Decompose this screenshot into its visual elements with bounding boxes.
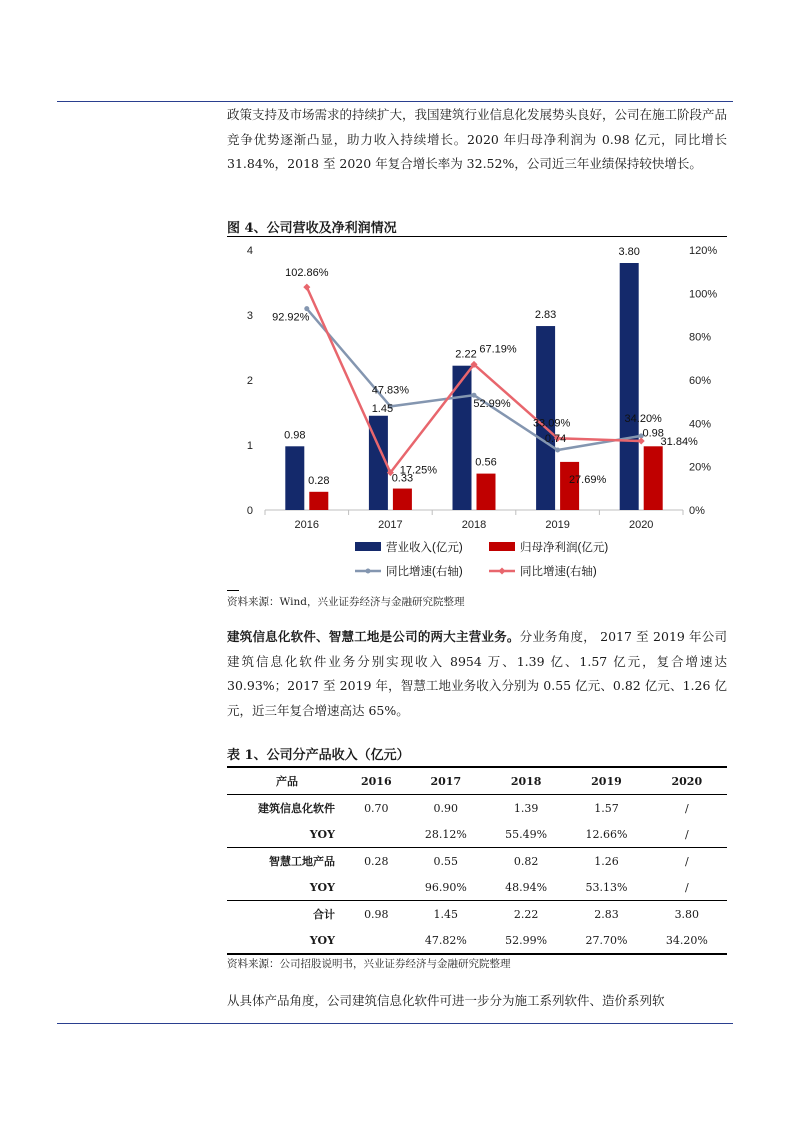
data-label: 34.20% bbox=[624, 412, 662, 425]
table-cell-label: YOY bbox=[309, 827, 335, 841]
table-header-row bbox=[227, 767, 727, 795]
table-cell: 0.70 bbox=[364, 801, 389, 815]
table-cell: 28.12% bbox=[424, 827, 467, 841]
table-cell-label: 合计 bbox=[227, 901, 347, 928]
legend-marker bbox=[498, 567, 505, 574]
data-label: 47.83% bbox=[371, 384, 410, 397]
data-label: 33.09% bbox=[532, 417, 571, 430]
data-label: 1.45 bbox=[371, 402, 394, 415]
table-header-cell: 2017 bbox=[406, 767, 486, 795]
table-cell bbox=[347, 821, 406, 848]
table-cell: 12.66% bbox=[585, 827, 628, 841]
table-cell: / bbox=[647, 848, 727, 875]
x-tick-label: 2017 bbox=[378, 519, 403, 531]
figure-source-rule bbox=[227, 590, 239, 591]
table-header-cell: 2016 bbox=[347, 767, 406, 795]
data-label: 2.83 bbox=[534, 309, 557, 322]
right-y-tick-label: 80% bbox=[689, 331, 712, 344]
data-label: 0.33 bbox=[391, 472, 414, 485]
line-marker bbox=[304, 306, 309, 311]
table-row bbox=[227, 901, 727, 928]
business-paragraph-body: 分业务角度， 2017 至 2019 年公司建筑信息化软件业务分别实现收入 8954 万、1.39 亿、1.57 亿元，复合增速达 30.93%；2017 至 2019 年，智慧工地业务收入分别为 0.55 亿元、0.82 亿元、1.26 亿元，近三年复合增速高达 65%。 bbox=[227, 629, 727, 718]
table-cell: 3.80 bbox=[647, 901, 727, 928]
table-cell: 0.82 bbox=[486, 848, 566, 875]
left-y-tick-label: 0 bbox=[246, 505, 253, 517]
business-paragraph bbox=[227, 625, 727, 723]
table-cell: 27.70% bbox=[566, 927, 646, 954]
right-y-tick-label: 40% bbox=[689, 418, 712, 431]
table-header-cell: 2019 bbox=[566, 767, 646, 795]
table-row bbox=[227, 874, 727, 901]
footer-rule bbox=[57, 1023, 733, 1024]
data-label: 67.19% bbox=[479, 343, 517, 356]
data-label: 0.56 bbox=[475, 456, 497, 469]
legend-swatch bbox=[355, 542, 381, 551]
bar bbox=[477, 474, 496, 510]
x-tick-label: 2020 bbox=[628, 519, 654, 531]
table-cell: 1.57 bbox=[594, 801, 619, 815]
data-label: 17.25% bbox=[399, 464, 438, 477]
table-cell: 1.39 bbox=[513, 801, 539, 815]
business-paragraph-lead: 建筑信息化软件、智慧工地是公司的两大主营业务。 bbox=[227, 629, 520, 644]
table-cell-label: YOY bbox=[309, 880, 335, 894]
table-cell: 0.28 bbox=[347, 848, 406, 875]
right-y-tick-label: 0% bbox=[689, 505, 705, 517]
bar bbox=[393, 489, 412, 510]
legend-label: 同比增速(右轴) bbox=[520, 566, 597, 578]
x-tick-label: 2019 bbox=[545, 519, 570, 531]
table-header-cell: 产品 bbox=[227, 767, 347, 795]
x-tick-label: 2018 bbox=[461, 519, 487, 531]
table-cell: 2.22 bbox=[486, 901, 566, 928]
series-line bbox=[307, 309, 641, 450]
table-cell-label: 建筑信息化软件 bbox=[258, 802, 335, 815]
data-label: 31.84% bbox=[660, 436, 698, 449]
table-cell: 52.99% bbox=[486, 927, 566, 954]
data-label: 0.74 bbox=[544, 432, 567, 445]
legend-marker bbox=[366, 569, 371, 574]
table-cell: 48.94% bbox=[505, 880, 548, 894]
left-y-tick-label: 1 bbox=[246, 440, 253, 452]
table-cell: 1.45 bbox=[406, 901, 486, 928]
bar bbox=[285, 446, 304, 510]
data-label: 2.22 bbox=[455, 348, 477, 361]
bar bbox=[644, 446, 663, 510]
data-label: 52.99% bbox=[473, 398, 511, 411]
table-row bbox=[227, 848, 727, 875]
line-marker bbox=[472, 393, 477, 398]
table-title: 表 1、公司分产品收入（亿元） bbox=[227, 748, 410, 763]
right-y-tick-label: 120% bbox=[689, 245, 718, 257]
table-cell: 47.82% bbox=[406, 927, 486, 954]
figure-title-rule bbox=[227, 236, 727, 237]
table-cell: / bbox=[684, 880, 689, 894]
bar bbox=[620, 263, 639, 510]
left-y-tick-label: 2 bbox=[246, 375, 253, 387]
left-y-tick-label: 3 bbox=[246, 310, 253, 322]
table-cell: / bbox=[684, 801, 689, 815]
table-cell-label: YOY bbox=[227, 927, 347, 954]
table-cell: 53.13% bbox=[585, 880, 628, 894]
table-cell: / bbox=[684, 827, 689, 841]
line-marker bbox=[555, 448, 560, 453]
x-tick-label: 2016 bbox=[294, 519, 320, 531]
legend-label: 营业收入(亿元) bbox=[386, 542, 463, 554]
table-row bbox=[227, 927, 727, 954]
left-y-tick-label: 4 bbox=[246, 245, 253, 257]
data-label: 27.69% bbox=[568, 474, 607, 487]
intro-paragraph: 政策支持及市场需求的持续扩大，我国建筑行业信息化发展势头良好，公司在施工阶段产品竞争优势逐渐凸显，助力收入持续增长。2020 年归母净利润为 0.98 亿元，同比增长 31.84%，2018 至 2020 年复合增长率为 32.52%，公司近三年业绩保持较快增长。 bbox=[227, 107, 728, 171]
table-cell: 96.90% bbox=[424, 880, 467, 894]
data-label: 0.98 bbox=[642, 427, 664, 440]
right-y-tick-label: 20% bbox=[689, 461, 712, 474]
table-cell: 55.49% bbox=[505, 827, 548, 841]
table-cell: 0.98 bbox=[347, 901, 406, 928]
legend-swatch bbox=[489, 542, 515, 551]
table-row bbox=[227, 795, 727, 822]
legend-label: 同比增速(右轴) bbox=[386, 566, 463, 578]
table-source: 资料来源：公司招股说明书，兴业证券经济与金融研究院整理 bbox=[227, 958, 511, 970]
figure-title: 图 4、公司营收及净利润情况 bbox=[227, 221, 397, 236]
table-cell bbox=[347, 927, 406, 954]
table-cell: 2.83 bbox=[566, 901, 646, 928]
table-cell bbox=[347, 874, 406, 901]
header-rule bbox=[57, 101, 733, 102]
data-label: 3.80 bbox=[618, 246, 640, 258]
legend-label: 归母净利润(亿元) bbox=[520, 542, 609, 554]
table-header-cell: 2018 bbox=[486, 767, 566, 795]
table-cell: 1.26 bbox=[566, 848, 646, 875]
data-label: 0.98 bbox=[284, 429, 306, 442]
right-y-tick-label: 60% bbox=[689, 375, 712, 387]
table-cell: 0.90 bbox=[433, 801, 459, 815]
data-label: 102.86% bbox=[285, 267, 329, 280]
product-revenue-table bbox=[227, 766, 727, 955]
table-row bbox=[227, 821, 727, 848]
data-label: 92.92% bbox=[272, 311, 310, 324]
right-y-tick-label: 100% bbox=[689, 288, 718, 301]
table-cell-label: 智慧工地产品 bbox=[227, 848, 347, 875]
bar bbox=[309, 492, 328, 510]
table-header-cell: 2020 bbox=[647, 767, 727, 795]
data-label: 0.28 bbox=[308, 474, 330, 487]
revenue-profit-chart bbox=[227, 238, 727, 596]
table-cell: 0.55 bbox=[406, 848, 486, 875]
table-cell: 34.20% bbox=[647, 927, 727, 954]
closing-paragraph: 从具体产品角度，公司建筑信息化软件可进一步分为施工系列软件、造价系列软 bbox=[227, 993, 665, 1008]
figure-source: 资料来源：Wind，兴业证券经济与金融研究院整理 bbox=[227, 596, 465, 608]
